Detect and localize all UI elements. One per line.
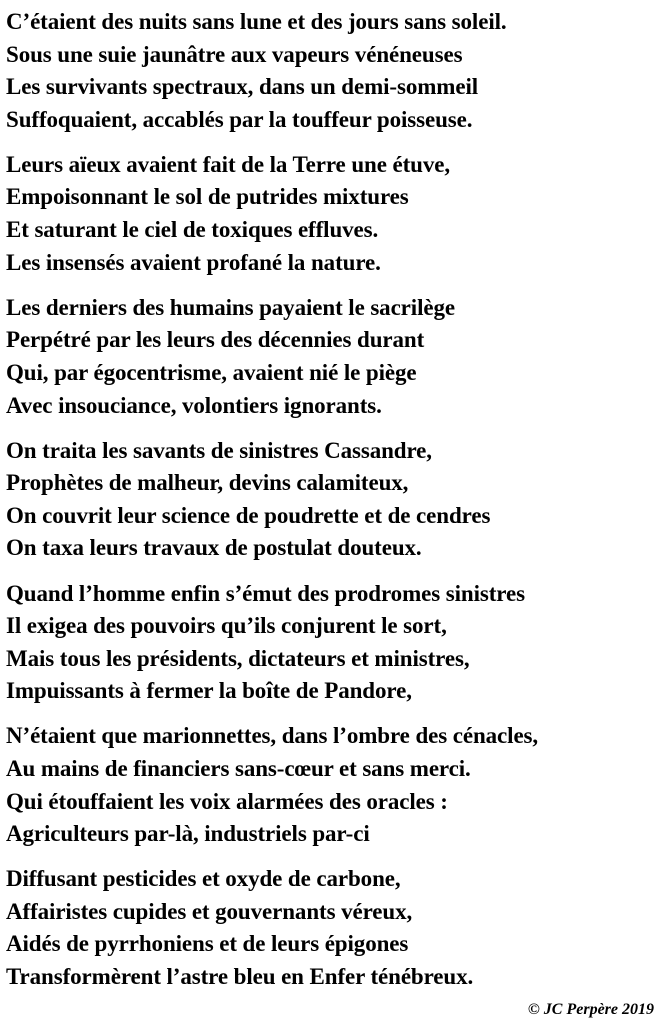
stanza-7 <box>6 863 662 993</box>
stanza-2 <box>6 149 662 279</box>
verse-line: N’étaient que marionnettes, dans l’ombre des cénacles, <box>6 723 539 749</box>
verse-line: Qui, par égocentrisme, avaient nié le piège <box>6 359 417 385</box>
verse-line: Impuissants à fermer la boîte de Pandore, <box>6 678 412 704</box>
verse-line: On taxa leurs travaux de postulat douteux. <box>6 535 422 561</box>
stanza-5 <box>6 578 662 708</box>
verse-line: Agriculteurs par-là, industriels par-ci <box>6 821 370 847</box>
verse-line: Empoisonnant le sol de putrides mixtures <box>6 184 409 210</box>
verse-line: Quand l’homme enfin s’émut des prodromes sinistres <box>6 580 525 606</box>
verse-line: Les derniers des humains payaient le sacrilège <box>6 294 455 320</box>
verse-line: Il exigea des pouvoirs qu’ils conjurent le sort, <box>6 613 447 639</box>
verse-line: Les survivants spectraux, dans un demi-sommeil <box>6 74 479 100</box>
verse-line: Avec insouciance, volontiers ignorants. <box>6 392 382 418</box>
verse-line: Affairistes cupides et gouvernants véreux, <box>6 898 413 924</box>
verse-line: Perpétré par les leurs des décennies durant <box>6 327 425 353</box>
stanza-4 <box>6 435 662 565</box>
verse-line: Leurs aïeux avaient fait de la Terre une étuve, <box>6 151 450 177</box>
verse-line: Sous une suie jaunâtre aux vapeurs vénéneuses <box>6 41 463 67</box>
verse-line: Qui étouffaient les voix alarmées des oracles : <box>6 788 448 814</box>
verse-line: Mais tous les présidents, dictateurs et ministres, <box>6 645 470 671</box>
stanza-3 <box>6 292 662 422</box>
verse-line: Et saturant le ciel de toxiques effluves. <box>6 217 379 243</box>
verse-line: Aidés de pyrrhoniens et de leurs épigones <box>6 931 409 957</box>
poem <box>6 6 662 994</box>
verse-line: Suffoquaient, accablés par la touffeur poisseuse. <box>6 106 473 132</box>
verse-line: Prophètes de malheur, devins calamiteux, <box>6 470 409 496</box>
verse-line: On traita les savants de sinistres Cassandre, <box>6 437 432 463</box>
copyright-notice: © JC Perpère 2019 <box>527 1001 654 1018</box>
verse-line: Transformèrent l’astre bleu en Enfer ténébreux. <box>6 964 474 990</box>
verse-line: Les insensés avaient profané la nature. <box>6 249 381 275</box>
verse-line: Au mains de financiers sans-cœur et sans merci. <box>6 755 471 781</box>
stanza-1 <box>6 6 662 136</box>
verse-line: C’étaient des nuits sans lune et des jours sans soleil. <box>6 9 507 34</box>
verse-line: Diffusant pesticides et oxyde de carbone, <box>6 866 401 892</box>
verse-line: On couvrit leur science de poudrette et de cendres <box>6 502 491 528</box>
stanza-6 <box>6 720 662 850</box>
